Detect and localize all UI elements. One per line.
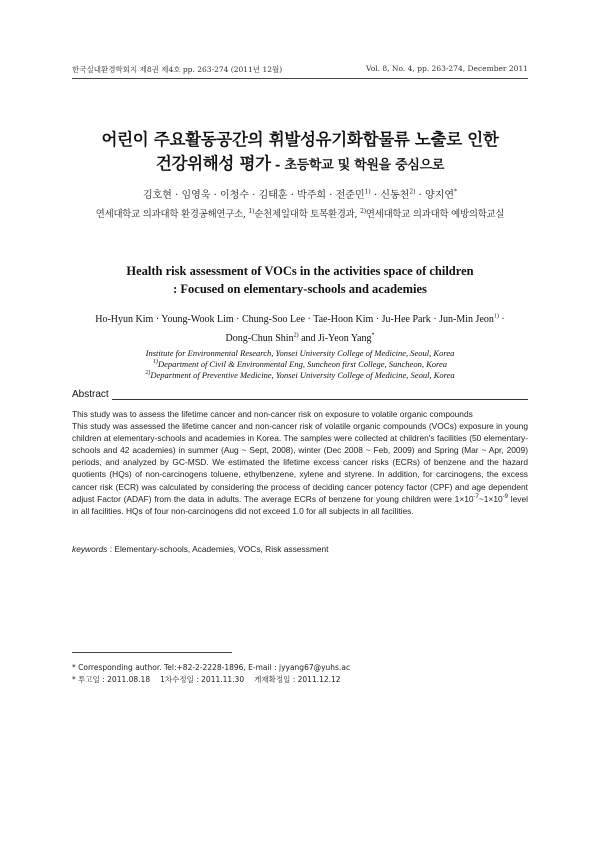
korean-title-line2 <box>30 152 570 178</box>
footnote-accepted: 게재확정일 : 2011.12.12 <box>254 675 341 684</box>
affil-sup: 1) <box>152 359 158 366</box>
abstract-body <box>72 408 528 517</box>
english-affil-1: Department of Civil & Environmental Eng, Suncheon first College, Suncheon, Korea <box>157 359 448 369</box>
author: 박주희 <box>297 190 327 201</box>
korean-title-main: 건강위해성 평가 <box>155 154 271 173</box>
author-sup: 2) <box>293 332 299 339</box>
author: Tae-Hoon Kim <box>313 314 374 325</box>
author: Young-Wook Lim <box>161 314 234 325</box>
running-header <box>72 64 528 75</box>
header-left: 한국실내환경학회지 제8권 제4호 pp. 263-274 (2011년 12월) <box>72 65 283 74</box>
footnote-corresponding: * Corresponding author. Tel:+82-2-2228-1896, E-mail : jyyang67@yuhs.ac <box>72 663 351 672</box>
abstract-text-c: level in all facilities. HQs of four non-carcinogens did not exceed 1.0 for all subjects in all facilities. <box>72 493 528 516</box>
english-affil-2: Department of Preventive Medicine, Yonsei University College of Medicine, Seoul, Korea <box>150 370 455 380</box>
author: 임영욱 <box>181 190 211 201</box>
abstract-exponent: -9 <box>502 493 508 500</box>
author-sup: 2) <box>409 188 416 196</box>
korean-title-sub: - 초등학교 및 학원을 중심으로 <box>270 158 445 173</box>
author: 신동천 <box>380 190 410 201</box>
author: Ju-Hee Park <box>381 314 431 325</box>
abstract-exponent: -7 <box>473 493 479 500</box>
affil-2: 연세대학교 의과대학 예방의학교실 <box>365 209 505 220</box>
author: 전준민 <box>335 190 365 201</box>
affil-1: 순천제일대학 토목환경과, <box>254 209 361 220</box>
footnote-rule <box>72 652 232 653</box>
english-affil-0: Institute for Environmental Research, Yonsei University College of Medicine, Seoul, Korea <box>145 348 455 358</box>
english-authors <box>40 310 560 348</box>
author-sup: * <box>454 188 458 196</box>
abstract-text-a: This study was assessed the lifetime cancer and non-cancer risk of volatile organic compounds (VOCs) exposure in young children at elementary-schools and academies in Korea. The samples were collected at children's facilities (50 elementary-schools and 42 academies) in summer (Aug ~ Sept, 2008), winter (Dec 2008 ~ Feb, 2009) and Spring (Mar ~ Apr, 2009) periods, and analyzed by GC-MSD. We estimated the lifetime excess cancer risks (ECRs) of benzene and the hazard quotients (HQs) of non-carcinogens toluene, ethylbenzene, xylene and styrene. In addition, for carcinogens, the excess cancer risk (ECR) was calculated by considering the process of deciding cancer potency factor (CPF) and age dependent adjust Factor (ADAF) from the data in adults. The average ECRs of benzene for young children were 1×10 <box>72 421 528 504</box>
korean-affiliations <box>20 206 580 220</box>
keywords <box>72 544 528 554</box>
english-affil-1-line <box>40 359 560 370</box>
korean-title <box>30 128 570 178</box>
author: Chung-Soo Lee <box>241 314 306 325</box>
author-sup: 1) <box>364 188 371 196</box>
english-title <box>40 262 560 298</box>
header-rule <box>72 78 528 79</box>
keywords-text: : Elementary-schools, Academies, VOCs, Risk assessment <box>107 544 329 554</box>
english-title-line2: : Focused on elementary-schools and academies <box>173 282 427 296</box>
abstract-paragraph <box>72 420 528 517</box>
authors-and: and <box>301 333 316 344</box>
english-authors-line2 <box>40 329 560 348</box>
author: 이청수 <box>220 190 250 201</box>
korean-authors: 김호현 · 임영욱 · 이청수 · 김태훈 · 박주희 · 전준민$^{1)}$ · 신동천$^{2)}$ · 양지연* <box>142 188 458 201</box>
author-sup: * <box>371 332 375 339</box>
english-affiliations <box>40 348 560 381</box>
author-sup: 1) <box>493 313 499 320</box>
abstract-heading: Abstract <box>72 389 109 400</box>
author: Dong-Chun Shin <box>225 333 294 344</box>
english-affil-2-line <box>40 370 560 381</box>
footnote-revised: 1차수정일 : 2011.11.30 <box>160 675 245 684</box>
abstract-line1: This study was to assess the lifetime cancer and non-cancer risk on exposure to volatile organic compounds <box>72 409 473 419</box>
english-authors-line1: Ho-Hyun Kim · Young-Wook Lim · Chung-Soo Lee · Tae-Hoon Kim · Ju-Hee Park · Jun-Min Jeon$^{1)}$ · <box>95 313 505 325</box>
affil-sup: 2) <box>145 370 151 377</box>
author: Ho-Hyun Kim <box>95 314 154 325</box>
abstract-rule <box>112 399 528 400</box>
footnote-received: * 투고일 : 2011.08.18 <box>72 675 151 684</box>
footnote-dates <box>72 674 528 686</box>
korean-title-line1: 어린이 주요활동공간의 휘발성유기화합물류 노출로 인한 <box>101 130 499 149</box>
english-title-line1: Health risk assessment of VOCs in the activities space of children <box>126 264 474 278</box>
keywords-label: keywords <box>72 544 108 554</box>
header-right: Vol. 8, No. 4, pp. 263-274, December 2011 <box>365 64 528 73</box>
affil-main: 연세대학교 의과대학 환경공해연구소, <box>95 209 249 220</box>
author: Jun-Min Jeon <box>439 314 494 325</box>
footnotes <box>72 662 528 686</box>
affil-sup: 2) <box>360 207 366 215</box>
author: 김태훈 <box>258 190 288 201</box>
author: Ji-Yeon Yang <box>318 333 372 344</box>
abstract-text-b: ~1×10 <box>478 493 503 504</box>
affil-sup: 1) <box>248 207 255 215</box>
author: 김호현 <box>142 190 172 201</box>
author: 양지연 <box>425 190 455 201</box>
